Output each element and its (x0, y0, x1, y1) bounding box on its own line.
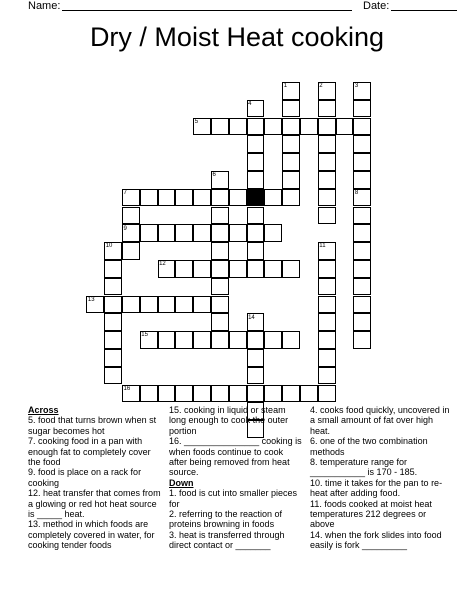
grid-cell[interactable] (175, 331, 193, 349)
clue-number: 2 (319, 83, 323, 90)
clue-across-15: 15. cooking in liquid or steam long enough to cook the outer portion (169, 405, 289, 436)
grid-cell[interactable] (282, 385, 300, 403)
grid-cell[interactable] (104, 331, 122, 349)
clue-number: 6 (212, 172, 216, 179)
grid-cell[interactable] (193, 385, 211, 403)
clue-number: 15 (141, 332, 148, 339)
grid-cell[interactable] (140, 224, 158, 242)
grid-cell[interactable] (282, 135, 300, 153)
grid-cell[interactable] (300, 385, 318, 403)
grid-cell[interactable] (336, 118, 354, 136)
grid-cell[interactable] (122, 296, 140, 314)
clue-number: 7 (123, 189, 127, 196)
grid-cell[interactable] (318, 313, 336, 331)
clue-across-13: 13. method in which foods are completely covered in water, for cooking tender foods (28, 519, 155, 551)
grid-cell[interactable] (193, 296, 211, 314)
grid-cell[interactable] (211, 260, 229, 278)
clue-across-16: 16. _______________ cooking is when foods continue to cook after being removed from heat source. (169, 436, 302, 478)
grid-cell[interactable] (282, 260, 300, 278)
grid-cell[interactable] (353, 278, 371, 296)
clue-across-7: 7. cooking food in a pan with enough fat to completely cover the food (28, 436, 151, 468)
clue-down-4: 4. cooks food quickly, uncovered in a small amount of fat over high heat. (310, 405, 450, 436)
clue-down-2: 2. referring to the reaction of proteins browning in foods (169, 509, 283, 530)
grid-cell[interactable] (175, 296, 193, 314)
grid-cell[interactable] (353, 171, 371, 189)
clue-number: 14 (248, 314, 255, 321)
grid-cell[interactable] (104, 278, 122, 296)
grid-cell[interactable] (264, 260, 282, 278)
grid-cell[interactable] (353, 153, 371, 171)
grid-cell[interactable] (211, 242, 229, 260)
grid-cell[interactable] (353, 331, 371, 349)
clue-across-9: 9. food is place on a rack for cooking (28, 467, 142, 488)
grid-cell[interactable] (229, 189, 247, 207)
grid-cell[interactable] (211, 224, 229, 242)
grid-cell[interactable] (104, 296, 122, 314)
grid-cell[interactable] (175, 260, 193, 278)
clue-down-14: 14. when the fork slides into food easily is fork _________ (310, 529, 442, 551)
grid-cell[interactable] (247, 349, 265, 367)
grid-cell[interactable] (318, 331, 336, 349)
grid-cell[interactable] (318, 385, 336, 403)
clue-across-5: 5. food that turns brown when st sugar becomes hot (28, 415, 157, 436)
clue-number: 4 (248, 100, 252, 107)
grid-cell[interactable] (229, 260, 247, 278)
clue-down-10: 10. time it takes for the pan to re-heat after adding food. (310, 477, 443, 499)
grid-cell[interactable] (264, 331, 282, 349)
grid-cell[interactable] (193, 224, 211, 242)
clue-number: 1 (283, 83, 288, 90)
clue-across-12: 12. heat transfer that comes from a glowing or red hot heat source is _____ heat. (28, 488, 161, 520)
grid-cell[interactable] (229, 118, 247, 136)
grid-cell[interactable] (140, 385, 158, 403)
grid-cell[interactable] (247, 171, 265, 189)
grid-cell[interactable] (353, 118, 371, 136)
clue-number: 16 (123, 385, 131, 392)
grid-cell[interactable] (282, 189, 300, 207)
grid-cell[interactable] (140, 296, 158, 314)
grid-cell[interactable] (247, 331, 265, 349)
middle-clues (169, 405, 303, 551)
clue-number: 11 (319, 243, 326, 250)
grid-cell[interactable] (104, 367, 122, 385)
grid-cell[interactable] (158, 224, 176, 242)
grid-cell[interactable] (318, 153, 336, 171)
grid-cell[interactable] (247, 385, 265, 403)
name-label: Name: (28, 0, 61, 12)
grid-cell[interactable] (140, 189, 158, 207)
grid-cell[interactable] (353, 296, 371, 314)
grid-cell[interactable] (175, 189, 193, 207)
grid-cell[interactable] (282, 118, 300, 136)
grid-cell[interactable] (264, 118, 282, 136)
grid-cell[interactable] (353, 224, 371, 242)
clue-number: 10 (105, 243, 113, 250)
grid-cell[interactable] (211, 313, 229, 331)
grid-cell[interactable] (282, 171, 300, 189)
grid-cell[interactable] (104, 349, 122, 367)
grid-cell[interactable] (229, 224, 247, 242)
right-clues (310, 405, 450, 551)
clue-down-8: 8. temperature range for ___________ is 170 - 185. (310, 457, 418, 478)
grid-cell[interactable] (158, 331, 176, 349)
grid-cell[interactable] (264, 189, 282, 207)
grid-cell[interactable] (211, 296, 229, 314)
grid-cell[interactable] (282, 331, 300, 349)
grid-cell[interactable] (158, 385, 176, 403)
across-heading: Across (28, 405, 59, 415)
grid-cell[interactable] (353, 313, 371, 331)
clue-down-11: 11. foods cooked at moist heat temperatures 212 degrees or above (310, 498, 432, 530)
clue-down-3: 3. heat is transferred through direct contact or _______ (169, 529, 285, 551)
clue-number: 3 (354, 83, 359, 90)
clue-down-6: 6. one of the two combination methods (310, 436, 428, 457)
grid-cell[interactable] (122, 242, 140, 260)
clue-number: 9 (123, 225, 127, 232)
across-clues (28, 405, 163, 551)
grid-cell[interactable] (318, 207, 336, 225)
date-label: Date: (363, 0, 390, 12)
grid-cell[interactable] (158, 189, 176, 207)
grid-cell[interactable] (247, 207, 265, 225)
grid-cell[interactable] (318, 260, 336, 278)
clue-number: 5 (194, 118, 199, 125)
grid-cell[interactable] (318, 349, 336, 367)
grid-cell[interactable] (318, 367, 336, 385)
grid-cell[interactable] (318, 100, 336, 118)
grid-cell (247, 189, 265, 207)
grid-cell[interactable] (318, 278, 336, 296)
grid-cell[interactable] (211, 118, 229, 136)
grid-cell[interactable] (211, 207, 229, 225)
grid-cell[interactable] (193, 331, 211, 349)
grid-cell[interactable] (353, 260, 371, 278)
grid-cell[interactable] (247, 153, 265, 171)
grid-cell[interactable] (318, 171, 336, 189)
grid-cell[interactable] (264, 224, 282, 242)
grid-cell[interactable] (158, 296, 176, 314)
clue-number: 12 (159, 261, 166, 268)
grid-cell[interactable] (353, 100, 371, 118)
grid-cell[interactable] (318, 296, 336, 314)
grid-cell[interactable] (175, 224, 193, 242)
grid-cell[interactable] (211, 331, 229, 349)
grid-cell[interactable] (353, 135, 371, 153)
clue-down-1: 1. food is cut into smaller pieces for (169, 488, 298, 509)
grid-cell[interactable] (282, 100, 300, 118)
grid-cell[interactable] (211, 278, 229, 296)
grid-cell[interactable] (318, 189, 336, 207)
grid-cell[interactable] (229, 331, 247, 349)
grid-cell[interactable] (175, 385, 193, 403)
grid-cell[interactable] (353, 242, 371, 260)
grid-cell[interactable] (211, 385, 229, 403)
clue-number: 8 (354, 189, 359, 196)
grid-cell[interactable] (247, 260, 265, 278)
grid-cell[interactable] (229, 385, 247, 403)
grid-cell[interactable] (318, 135, 336, 153)
page-title: Dry / Moist Heat cooking (89, 22, 385, 52)
down-heading: Down (169, 477, 194, 488)
grid-cell[interactable] (247, 118, 265, 136)
grid-cell[interactable] (353, 207, 371, 225)
grid-cell[interactable] (247, 224, 265, 242)
grid-cell[interactable] (247, 367, 265, 385)
grid-cell[interactable] (318, 118, 336, 136)
grid-cell[interactable] (300, 118, 318, 136)
grid-cell[interactable] (104, 260, 122, 278)
clue-number: 13 (87, 296, 95, 303)
grid-cell[interactable] (247, 242, 265, 260)
grid-cell[interactable] (264, 385, 282, 403)
grid-cell[interactable] (104, 313, 122, 331)
grid-cell[interactable] (282, 153, 300, 171)
grid-cell[interactable] (193, 260, 211, 278)
grid-cell[interactable] (247, 135, 265, 153)
grid-cell[interactable] (211, 189, 229, 207)
grid-cell[interactable] (193, 189, 211, 207)
grid-cell[interactable] (122, 207, 140, 225)
